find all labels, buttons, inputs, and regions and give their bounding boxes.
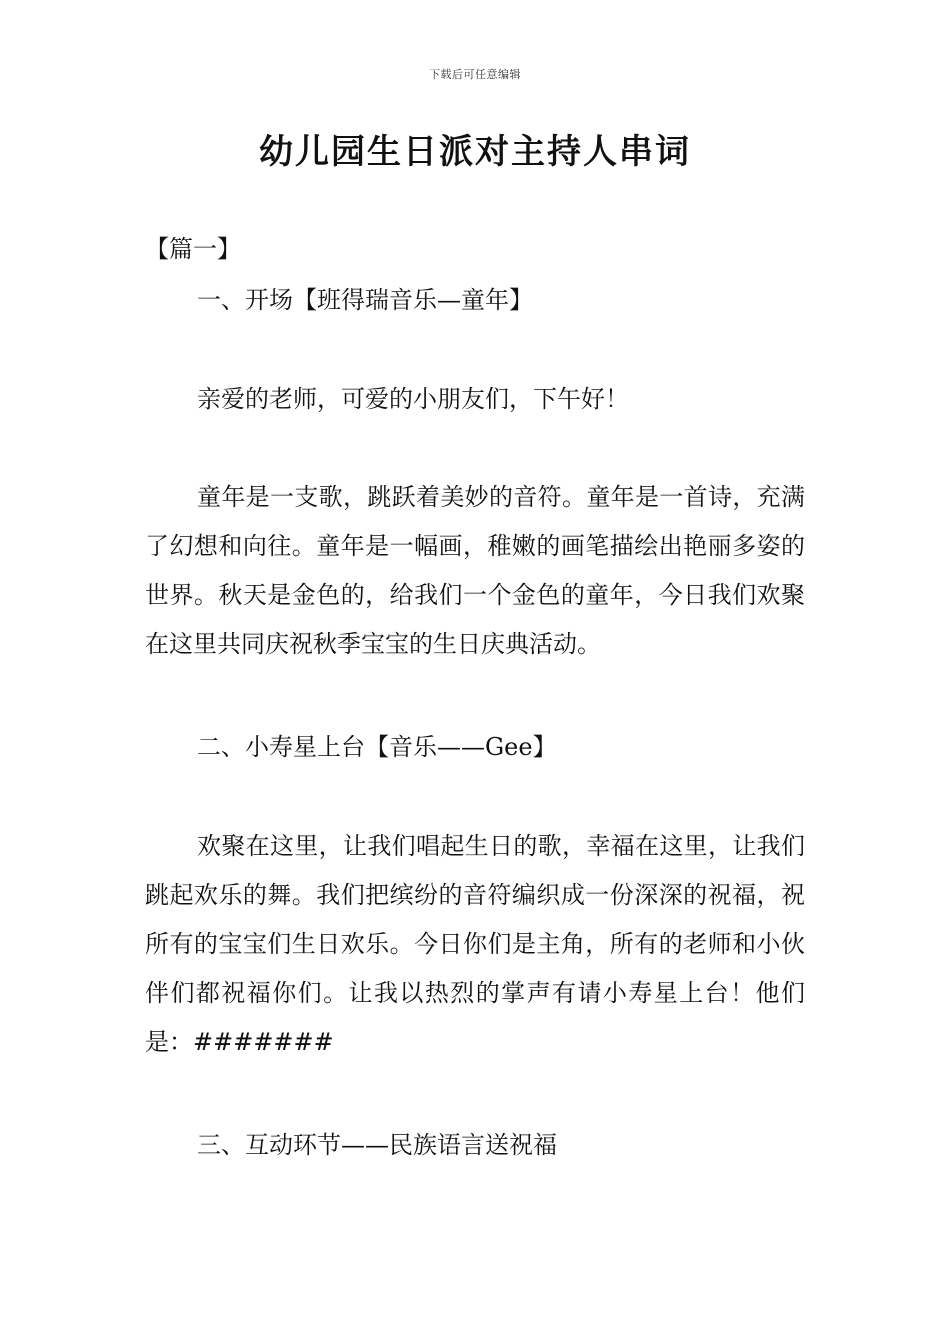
section-label: 【篇一】 (145, 235, 241, 263)
greeting-line: 亲爱的老师，可爱的小朋友们，下午好！ (197, 385, 629, 413)
header-note: 下载后可任意编辑 (429, 68, 521, 81)
document-title: 幼儿园生日派对主持人串词 (259, 132, 691, 172)
heading-opening: 一、开场【班得瑞音乐—童年】 (197, 286, 533, 314)
paragraph-childhood: 童年是一支歌，跳跃着美妙的音符。童年是一首诗，充满了幻想和向往。童年是一幅画，稚嫩的画笔描绘出艳丽多姿的世界。秋天是金色的，给我们一个金色的童年，今日我们欢聚在这里共同庆祝秋季宝宝的生日庆典活动。 (145, 483, 805, 658)
paragraph-celebration: 欢聚在这里，让我们唱起生日的歌，幸福在这里，让我们跳起欢乐的舞。我们把缤纷的音符编织成一份深深的祝福，祝所有的宝宝们生日欢乐。今日你们是主角，所有的老师和小伙伴们都祝福你们。让我以热烈的掌声有请小寿星上台！他们是：####### (145, 832, 805, 1056)
heading-interaction: 三、互动环节——民族语言送祝福 (197, 1131, 557, 1159)
heading-birthday-stars: 二、小寿星上台【音乐——Gee】 (197, 733, 557, 761)
